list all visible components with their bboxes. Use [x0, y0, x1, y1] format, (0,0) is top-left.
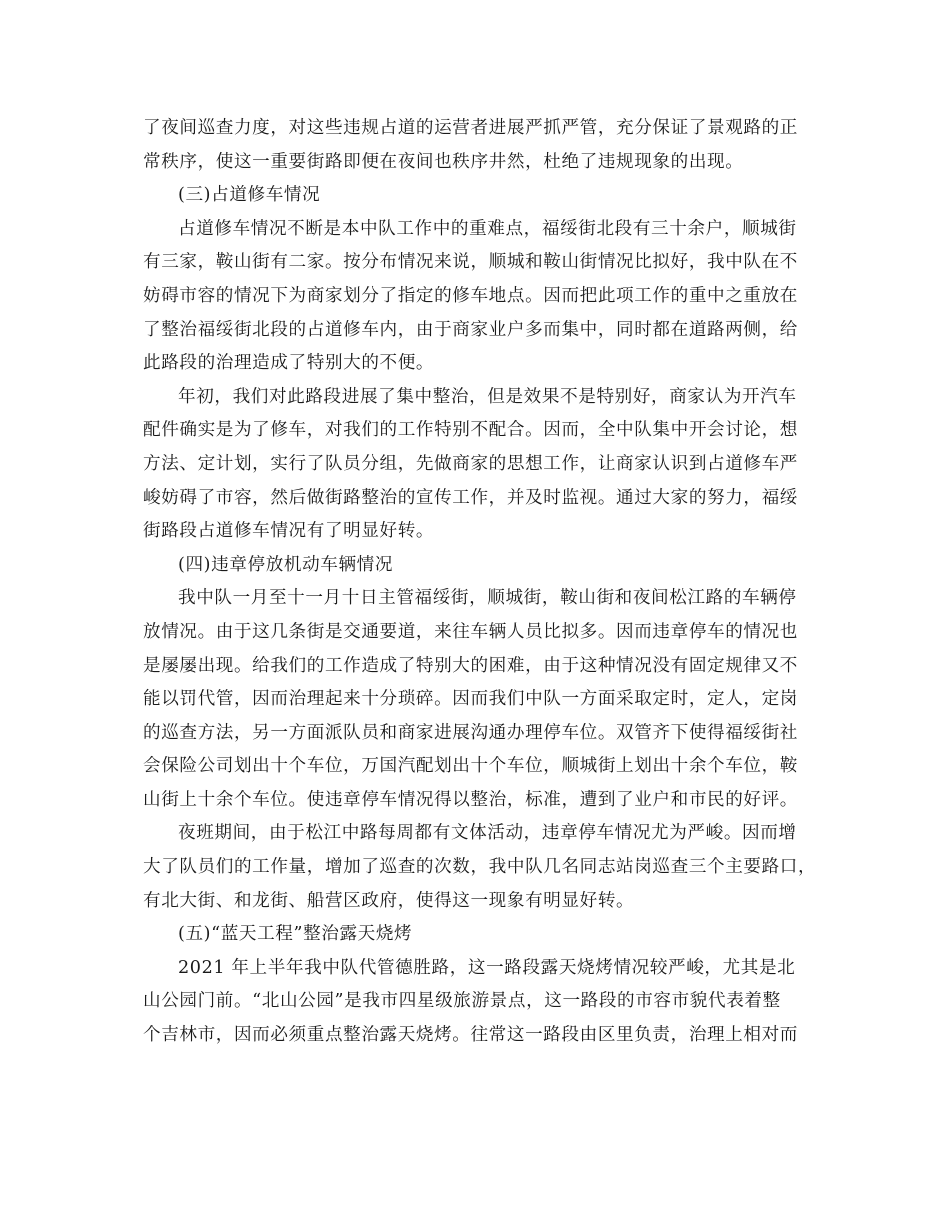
body-line: 大了队员们的工作量，增加了巡查的次数，我中队几名同志站岗巡查三个主要路口，	[143, 857, 817, 878]
body-line: 峻妨碍了市容，然后做街路整治的宣传工作，并及时监视。通过大家的努力，福绥	[143, 487, 798, 508]
paragraph-first-line: 年初，我们对此路段进展了集中整治，但是效果不是特别好，商家认为开汽车	[178, 386, 797, 407]
body-line: 常秩序，使这一重要街路即便在夜间也秩序井然，杜绝了违规现象的出现。	[143, 151, 744, 172]
body-line: 方法、定计划，实行了队员分组，先做商家的思想工作，让商家认识到占道修车严	[143, 453, 798, 474]
paragraph-first-line: 2021 年上半年我中队代管德胜路，这一路段露天烧烤情况较严峻，尤其是北	[178, 957, 796, 978]
body-line: 个吉林市，因而必须重点整治露天烧烤。往常这一路段由区里负责，治理上相对而	[143, 1025, 798, 1046]
body-line: 放情况。由于这几条街是交通要道，来往车辆人员比拟多。因而违章停车的情况也	[143, 621, 798, 642]
body-line: 有三家，鞍山街有二家。按分布情况来说，顺城和鞍山街情况比拟好，我中队在不	[143, 252, 798, 273]
document-body	[143, 112, 818, 1053]
body-line: 配件确实是为了修车，对我们的工作特别不配合。因而，全中队集中开会讨论，想	[143, 420, 798, 441]
section-heading-3: (三)占道修车情况	[178, 185, 321, 206]
body-line: 妨碍市容的情况下为商家划分了指定的修车地点。因而把此项工作的重中之重放在	[143, 285, 798, 306]
body-line: 街路段占道修车情况有了明显好转。	[143, 521, 435, 542]
body-line: 了整治福绥街北段的占道修车内，由于商家业户多而集中，同时都在道路两侧，给	[143, 319, 798, 340]
section-heading-5: (五)“蓝天工程”整治露天烧烤	[178, 924, 413, 945]
section-heading-4: (四)违章停放机动车辆情况	[178, 554, 394, 575]
body-line: 有北大街、和龙街、船营区政府，使得这一现象有明显好转。	[143, 890, 635, 911]
paragraph-first-line: 夜班期间，由于松江中路每周都有文体活动，违章停车情况尤为严峻。因而增	[178, 823, 797, 844]
body-line: 会保险公司划出十个车位，万国汽配划出十个车位，顺城街上划出十余个车位，鞍	[143, 756, 798, 777]
body-line: 是屡屡出现。给我们的工作造成了特别大的困难，由于这种情况没有固定规律又不	[143, 655, 798, 676]
body-line: 山街上十余个车位。使违章停车情况得以整治，标准，遭到了业户和市民的好评。	[143, 789, 798, 810]
body-line: 的巡查方法，另一方面派队员和商家进展沟通办理停车位。双管齐下使得福绥街社	[143, 722, 798, 743]
body-line: 山公园门前。“北山公园”是我市四星级旅游景点，这一路段的市容市貌代表着整	[143, 991, 781, 1012]
paragraph-first-line: 占道修车情况不断是本中队工作中的重难点，福绥街北段有三十余户，顺城街	[178, 218, 797, 239]
body-line: 此路段的治理造成了特别大的不便。	[143, 353, 435, 374]
paragraph-first-line: 我中队一月至十一月十日主管福绥街，顺城街，鞍山街和夜间松江路的车辆停	[178, 588, 797, 609]
body-line: 能以罚代管，因而治理起来十分琐碎。因而我们中队一方面采取定时，定人，定岗	[143, 689, 798, 710]
body-line: 了夜间巡查力度，对这些违规占道的运营者进展严抓严管，充分保证了景观路的正	[143, 118, 798, 138]
